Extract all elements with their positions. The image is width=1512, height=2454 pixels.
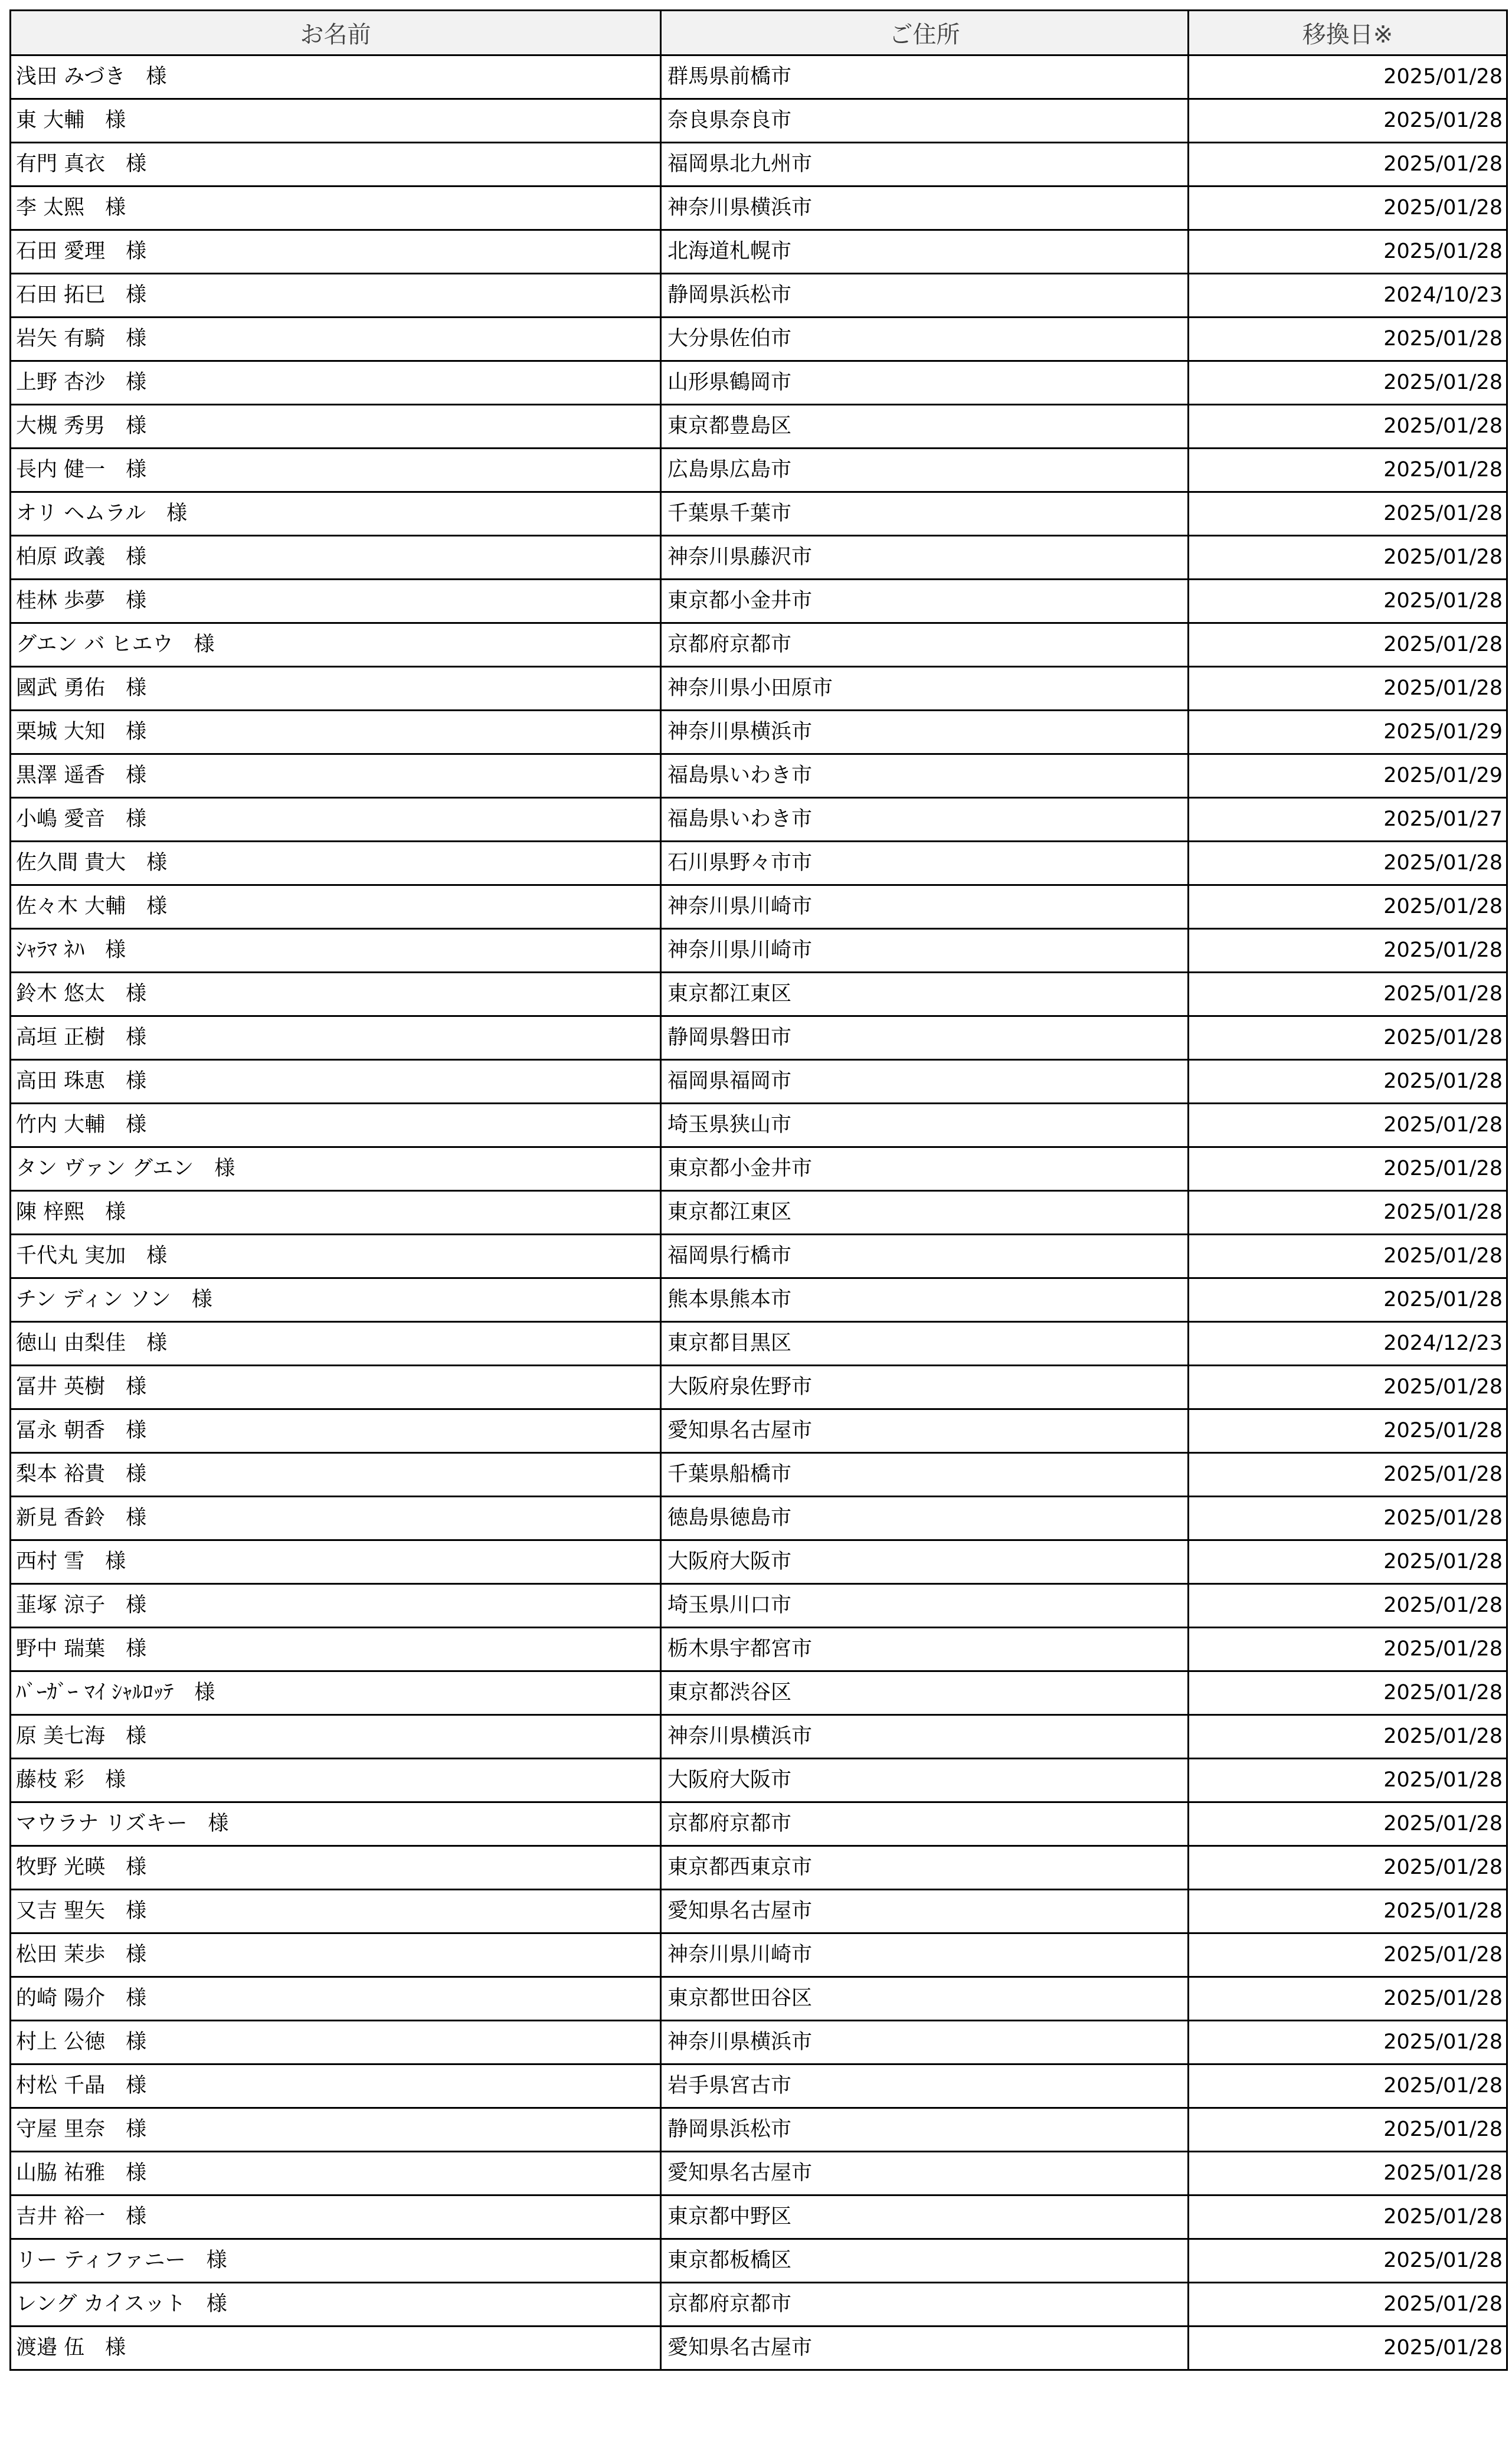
date-cell: 2025/01/28 [1189,2108,1507,2152]
table-row [11,1715,1507,1759]
table-row [11,1540,1507,1584]
table-row [11,580,1507,623]
table-row [11,361,1507,405]
address-cell: 神奈川県藤沢市 [661,536,1189,580]
date-cell: 2025/01/28 [1189,1016,1507,1060]
name-cell: 又吉 聖矢 様 [11,1890,661,1933]
date-cell: 2025/01/28 [1189,1147,1507,1191]
address-cell: 京都府京都市 [661,1802,1189,1846]
name-cell: オリ ヘムラル 様 [11,492,661,536]
name-cell: 竹内 大輔 様 [11,1104,661,1147]
name-cell: 李 太熙 様 [11,186,661,230]
name-cell: 村上 公徳 様 [11,2021,661,2064]
name-cell: 陳 梓熙 様 [11,1191,661,1235]
date-cell: 2025/01/28 [1189,449,1507,492]
name-cell: 守屋 里奈 様 [11,2108,661,2152]
date-cell: 2025/01/28 [1189,2327,1507,2370]
address-cell: 神奈川県小田原市 [661,667,1189,711]
address-cell: 福岡県行橋市 [661,1235,1189,1278]
date-cell: 2025/01/28 [1189,2239,1507,2283]
address-cell: 神奈川県川崎市 [661,1933,1189,1977]
date-cell: 2025/01/28 [1189,1846,1507,1890]
header-row [11,11,1507,55]
address-cell: 東京都小金井市 [661,1147,1189,1191]
date-cell: 2025/01/28 [1189,623,1507,667]
name-cell: レング カイスット 様 [11,2283,661,2327]
address-cell: 愛知県名古屋市 [661,1409,1189,1453]
table-row [11,1366,1507,1409]
table-row [11,623,1507,667]
name-cell: 石田 拓巳 様 [11,274,661,318]
date-cell: 2025/01/28 [1189,1060,1507,1104]
date-cell: 2025/01/28 [1189,186,1507,230]
name-cell: 藤枝 彩 様 [11,1759,661,1802]
table-row [11,1584,1507,1628]
name-cell: 梨本 裕貴 様 [11,1453,661,1497]
date-cell: 2025/01/28 [1189,580,1507,623]
table-row [11,492,1507,536]
table-row [11,1497,1507,1540]
address-cell: 東京都目黒区 [661,1322,1189,1366]
table-row [11,711,1507,754]
table-row [11,1060,1507,1104]
date-cell: 2025/01/29 [1189,754,1507,798]
date-cell: 2025/01/28 [1189,2064,1507,2108]
table-row [11,2327,1507,2370]
name-cell: 有門 真衣 様 [11,143,661,186]
date-cell: 2025/01/28 [1189,1802,1507,1846]
name-cell: 村松 千晶 様 [11,2064,661,2108]
column-header-name: お名前 [11,11,661,55]
table-row [11,2064,1507,2108]
date-cell: 2025/01/28 [1189,492,1507,536]
transfer-list-table [9,9,1508,2371]
date-cell: 2025/01/28 [1189,2283,1507,2327]
name-cell: 西村 雪 様 [11,1540,661,1584]
date-cell: 2025/01/28 [1189,667,1507,711]
date-cell: 2025/01/28 [1189,2152,1507,2195]
address-cell: 神奈川県川崎市 [661,929,1189,973]
address-cell: 山形県鶴岡市 [661,361,1189,405]
name-cell: 的崎 陽介 様 [11,1977,661,2021]
address-cell: 京都府京都市 [661,623,1189,667]
address-cell: 東京都江東区 [661,973,1189,1016]
table-row [11,1453,1507,1497]
name-cell: 冨永 朝香 様 [11,1409,661,1453]
date-cell: 2024/10/23 [1189,274,1507,318]
address-cell: 大阪府大阪市 [661,1759,1189,1802]
address-cell: 神奈川県川崎市 [661,885,1189,929]
address-cell: 福島県いわき市 [661,754,1189,798]
table-row [11,2152,1507,2195]
name-cell: 栗城 大知 様 [11,711,661,754]
name-cell: 韮塚 涼子 様 [11,1584,661,1628]
name-cell: 黒澤 遥香 様 [11,754,661,798]
address-cell: 大阪府泉佐野市 [661,1366,1189,1409]
table-row [11,885,1507,929]
address-cell: 北海道札幌市 [661,230,1189,274]
table-row [11,1016,1507,1060]
name-cell: 國武 勇佑 様 [11,667,661,711]
name-cell: 長内 健一 様 [11,449,661,492]
date-cell: 2025/01/28 [1189,1497,1507,1540]
address-cell: 大分県佐伯市 [661,318,1189,361]
date-cell: 2025/01/28 [1189,1104,1507,1147]
name-cell: 浅田 みづき 様 [11,55,661,99]
name-cell: 上野 杏沙 様 [11,361,661,405]
name-cell: 佐久間 貴大 様 [11,842,661,885]
table-row [11,2108,1507,2152]
date-cell: 2025/01/28 [1189,99,1507,143]
name-cell: 岩矢 有騎 様 [11,318,661,361]
date-cell: 2025/01/28 [1189,885,1507,929]
name-cell: 野中 瑞葉 様 [11,1628,661,1671]
address-cell: 静岡県浜松市 [661,274,1189,318]
table-row [11,1933,1507,1977]
address-cell: 栃木県宇都宮市 [661,1628,1189,1671]
name-cell: ｼｬﾗﾏ ﾈﾊ 様 [11,929,661,973]
date-cell: 2025/01/28 [1189,1409,1507,1453]
address-cell: 愛知県名古屋市 [661,2152,1189,2195]
name-cell: 鈴木 悠太 様 [11,973,661,1016]
table-row [11,1802,1507,1846]
table-row [11,1671,1507,1715]
address-cell: 福島県いわき市 [661,798,1189,842]
name-cell: 松田 茉歩 様 [11,1933,661,1977]
date-cell: 2025/01/27 [1189,798,1507,842]
address-cell: 神奈川県横浜市 [661,711,1189,754]
table-row [11,318,1507,361]
date-cell: 2025/01/28 [1189,536,1507,580]
name-cell: タン ヴァン グエン 様 [11,1147,661,1191]
name-cell: 高田 珠恵 様 [11,1060,661,1104]
table-row [11,1278,1507,1322]
address-cell: 群馬県前橋市 [661,55,1189,99]
name-cell: グエン バ ヒエウ 様 [11,623,661,667]
date-cell: 2025/01/28 [1189,1191,1507,1235]
name-cell: 渡邉 伍 様 [11,2327,661,2370]
date-cell: 2025/01/28 [1189,1890,1507,1933]
date-cell: 2025/01/28 [1189,1540,1507,1584]
address-cell: 徳島県徳島市 [661,1497,1189,1540]
name-cell: 山脇 祐雅 様 [11,2152,661,2195]
address-cell: 熊本県熊本市 [661,1278,1189,1322]
address-cell: 広島県広島市 [661,449,1189,492]
table-row [11,55,1507,99]
address-cell: 岩手県宮古市 [661,2064,1189,2108]
address-cell: 東京都江東区 [661,1191,1189,1235]
date-cell: 2025/01/28 [1189,1977,1507,2021]
name-cell: 高垣 正樹 様 [11,1016,661,1060]
table-row [11,274,1507,318]
table-row [11,1104,1507,1147]
address-cell: 神奈川県横浜市 [661,186,1189,230]
date-cell: 2025/01/28 [1189,1453,1507,1497]
date-cell: 2025/01/28 [1189,143,1507,186]
address-cell: 静岡県磐田市 [661,1016,1189,1060]
table-row [11,1235,1507,1278]
table-row [11,405,1507,449]
address-cell: 千葉県千葉市 [661,492,1189,536]
table-row [11,929,1507,973]
date-cell: 2025/01/28 [1189,1278,1507,1322]
date-cell: 2025/01/28 [1189,1584,1507,1628]
address-cell: 埼玉県狭山市 [661,1104,1189,1147]
date-cell: 2025/01/28 [1189,929,1507,973]
date-cell: 2025/01/28 [1189,1933,1507,1977]
name-cell: 冨井 英樹 様 [11,1366,661,1409]
name-cell: ﾊﾞｰｶﾞｰ ﾏｲ ｼｬﾙﾛｯﾃ 様 [11,1671,661,1715]
column-header-address: ご住所 [661,11,1189,55]
name-cell: 新見 香鈴 様 [11,1497,661,1540]
table-row [11,798,1507,842]
table-row [11,186,1507,230]
table-row [11,2195,1507,2239]
address-cell: 神奈川県横浜市 [661,1715,1189,1759]
name-cell: リー ティファニー 様 [11,2239,661,2283]
date-cell: 2025/01/28 [1189,2021,1507,2064]
date-cell: 2025/01/28 [1189,55,1507,99]
date-cell: 2025/01/28 [1189,1235,1507,1278]
address-cell: 大阪府大阪市 [661,1540,1189,1584]
name-cell: 牧野 光暎 様 [11,1846,661,1890]
address-cell: 愛知県名古屋市 [661,1890,1189,1933]
address-cell: 東京都中野区 [661,2195,1189,2239]
address-cell: 東京都西東京市 [661,1846,1189,1890]
name-cell: 佐々木 大輔 様 [11,885,661,929]
date-cell: 2025/01/28 [1189,1759,1507,1802]
name-cell: 徳山 由梨佳 様 [11,1322,661,1366]
table-row [11,449,1507,492]
table-row [11,143,1507,186]
date-cell: 2025/01/28 [1189,230,1507,274]
table-row [11,667,1507,711]
address-cell: 東京都渋谷区 [661,1671,1189,1715]
address-cell: 千葉県船橋市 [661,1453,1189,1497]
name-cell: 小嶋 愛音 様 [11,798,661,842]
address-cell: 東京都豊島区 [661,405,1189,449]
name-cell: 柏原 政義 様 [11,536,661,580]
table-row [11,536,1507,580]
name-cell: 大槻 秀男 様 [11,405,661,449]
date-cell: 2025/01/28 [1189,405,1507,449]
table-row [11,2283,1507,2327]
table-row [11,842,1507,885]
table-row [11,2239,1507,2283]
table-row [11,1890,1507,1933]
date-cell: 2025/01/28 [1189,973,1507,1016]
table-row [11,2021,1507,2064]
date-cell: 2025/01/28 [1189,318,1507,361]
address-cell: 福岡県北九州市 [661,143,1189,186]
address-cell: 埼玉県川口市 [661,1584,1189,1628]
name-cell: 石田 愛理 様 [11,230,661,274]
table-row [11,1147,1507,1191]
table-row [11,1409,1507,1453]
name-cell: マウラナ リズキー 様 [11,1802,661,1846]
table-row [11,1191,1507,1235]
table-row [11,99,1507,143]
table-row [11,1977,1507,2021]
address-cell: 福岡県福岡市 [661,1060,1189,1104]
name-cell: チン ディン ソン 様 [11,1278,661,1322]
table-row [11,1322,1507,1366]
address-cell: 奈良県奈良市 [661,99,1189,143]
table-row [11,754,1507,798]
address-cell: 静岡県浜松市 [661,2108,1189,2152]
table-row [11,1628,1507,1671]
date-cell: 2025/01/28 [1189,1715,1507,1759]
date-cell: 2025/01/28 [1189,361,1507,405]
date-cell: 2025/01/28 [1189,1366,1507,1409]
date-cell: 2025/01/28 [1189,1671,1507,1715]
name-cell: 東 大輔 様 [11,99,661,143]
address-cell: 東京都世田谷区 [661,1977,1189,2021]
date-cell: 2025/01/28 [1189,842,1507,885]
date-cell: 2025/01/29 [1189,711,1507,754]
address-cell: 神奈川県横浜市 [661,2021,1189,2064]
date-cell: 2025/01/28 [1189,2195,1507,2239]
address-cell: 京都府京都市 [661,2283,1189,2327]
table-row [11,1759,1507,1802]
address-cell: 石川県野々市市 [661,842,1189,885]
address-cell: 愛知県名古屋市 [661,2327,1189,2370]
name-cell: 桂林 歩夢 様 [11,580,661,623]
name-cell: 吉井 裕一 様 [11,2195,661,2239]
date-cell: 2025/01/28 [1189,1628,1507,1671]
name-cell: 原 美七海 様 [11,1715,661,1759]
table-row [11,1846,1507,1890]
name-cell: 千代丸 実加 様 [11,1235,661,1278]
column-header-date: 移換日※ [1189,11,1507,55]
date-cell: 2024/12/23 [1189,1322,1507,1366]
address-cell: 東京都板橋区 [661,2239,1189,2283]
table-row [11,230,1507,274]
address-cell: 東京都小金井市 [661,580,1189,623]
table-row [11,973,1507,1016]
